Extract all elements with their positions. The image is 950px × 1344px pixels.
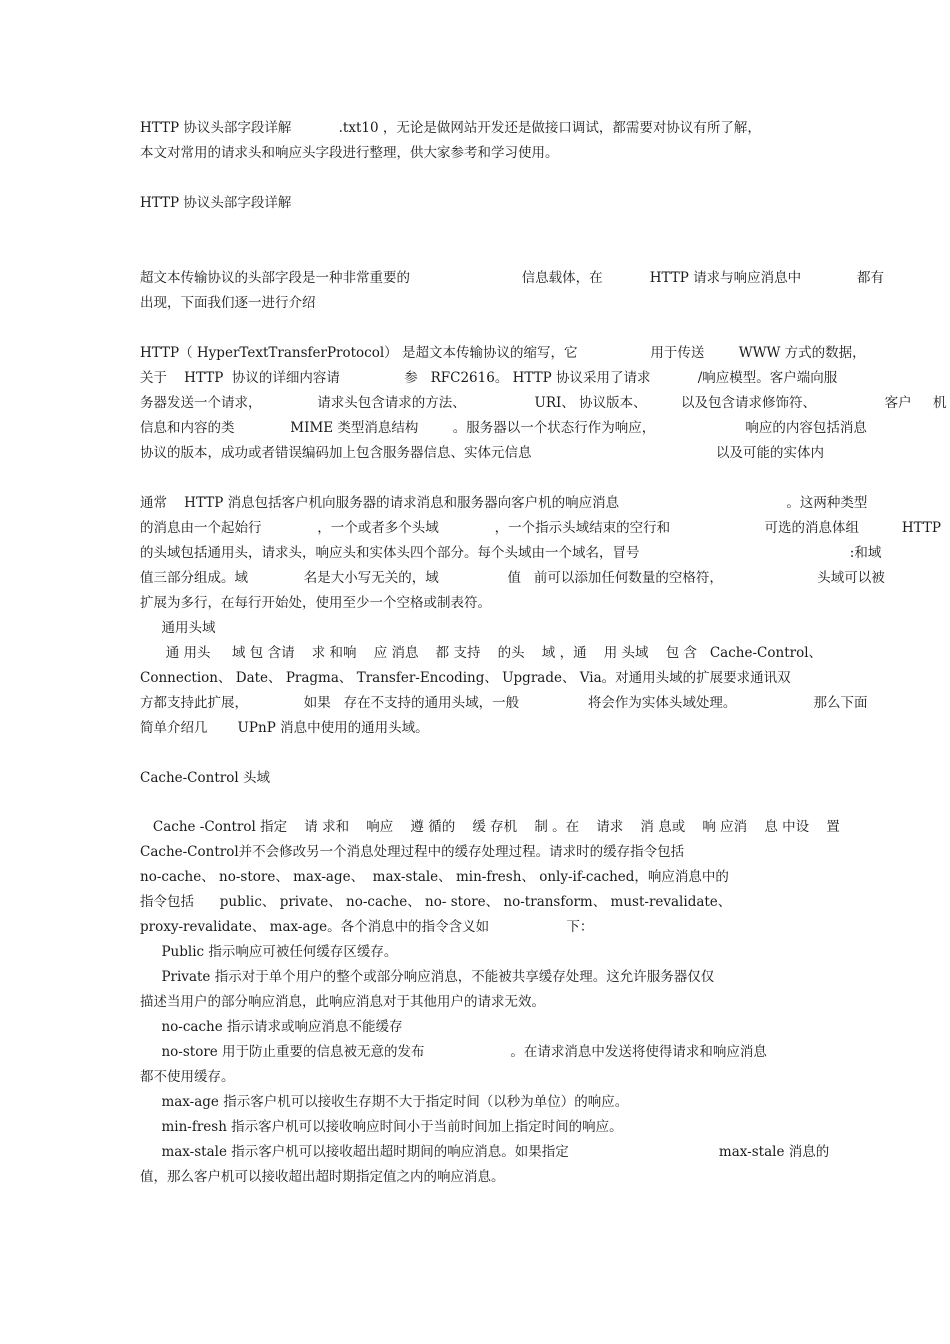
text-line: proxy-revalidate、 max-age。各个消息中的指令含义如 下： — [140, 919, 594, 935]
text-line: 指令包括 public、 private、 no-cache、 no- store、 no-transform、 must-revalidate、 — [140, 894, 732, 910]
text-line: 协议的版本，成功或者错误编码加上包含服务器信息、实体元信息 以及可能的实体内 — [140, 445, 825, 461]
text-line: 值，那么客户机可以接收超出超时期指定值之内的响应消息。 — [140, 1169, 505, 1185]
section-heading: Cache-Control 头域 — [140, 770, 270, 786]
text-line: no-cache、 no-store、 max-age、 max-stale、 min-fresh、 only-if-cached，响应消息中的 — [140, 869, 729, 885]
text-line: 通常 HTTP 消息包括客户机向服务器的请求消息和服务器向客户机的响应消息 。这两种类型 — [140, 495, 868, 511]
text-line: 的头域包括通用头，请求头，响应头和实体头四个部分。每个头域由一个域名，冒号 :和域 — [140, 545, 882, 561]
text-line: Cache-Control并不会修改另一个消息处理过程中的缓存处理过程。请求时的缓存指令包括 — [140, 844, 685, 860]
text-line: HTTP 协议头部字段详解 .txt10 ，无论是做网站开发还是做接口调试，都需要对协议有所了解， — [140, 120, 761, 136]
text-line: max-stale 指示客户机可以接收超出超时期间的响应消息。如果指定 max-stale 消息的 — [140, 1144, 830, 1160]
text-line: 关于 HTTP 协议的详细内容请 参 RFC2616。 HTTP 协议采用了请求 /响应模型。客户端向服 — [140, 370, 838, 386]
text-line: 扩展为多行，在每行开始处，使用至少一个空格或制表符。 — [140, 595, 491, 611]
text-line: 本文对常用的请求头和响应头字段进行整理，供大家参考和学习使用。 — [140, 145, 559, 161]
text-line: Private 指示对于单个用户的整个或部分响应消息，不能被共享缓存处理。这允许服务器仅仅 — [140, 969, 715, 985]
text-line: 描述当用户的部分响应消息，此响应消息对于其他用户的请求无效。 — [140, 994, 545, 1010]
text-line: 信息和内容的类 MIME 类型消息结构 。服务器以一个状态行作为响应， 响应的内容包括消息 — [140, 420, 867, 436]
text-line: 都不使用缓存。 — [140, 1069, 235, 1085]
subheading: 通用头域 — [140, 620, 216, 636]
text-line: 务器发送一个请求， 请求头包含请求的方法、 URI、 协议版本、 以及包含请求修饰符、 客户 机 — [140, 395, 947, 411]
text-line: 出现，下面我们逐一进行介绍 — [140, 295, 316, 311]
text-line: 简单介绍几 UPnP 消息中使用的通用头域。 — [140, 720, 429, 736]
text-line: 方都支持此扩展， 如果 存在不支持的通用头域，一般 将会作为实体头域处理。 那么下面 — [140, 695, 868, 711]
text-line: 的消息由一个起始行 ，一个或者多个头域 ，一个指示头域结束的空行和 可选的消息体组 HTTP — [140, 520, 942, 536]
text-line: Cache -Control 指定 请 求和 响应 遵 循的 缓 存机 制 。在 请求 消 息或 响 应消 息 中设 置 — [140, 819, 840, 835]
text-line: no-store 用于防止重要的信息被无意的发布 。在请求消息中发送将使得请求和响应消息 — [140, 1044, 767, 1060]
text-line: 通 用头 域 包 含请 求 和响 应 消息 都 支持 的头 域 ，通 用 头域 包 含 Cache-Control、 — [140, 645, 823, 661]
section-heading: HTTP 协议头部字段详解 — [140, 195, 292, 211]
text-line: 超文本传输协议的头部字段是一种非常重要的 信息载体，在 HTTP 请求与响应消息中 都有 — [140, 270, 884, 286]
text-line: Public 指示响应可被任何缓存区缓存。 — [140, 944, 398, 960]
text-line: HTTP（ HyperTextTransferProtocol） 是超文本传输协议的缩写，它 用于传送 WWW 方式的数据， — [140, 345, 866, 361]
text-line: Connection、 Date、 Pragma、 Transfer-Encoding、 Upgrade、 Via。对通用头域的扩展要求通讯双 — [140, 670, 791, 686]
text-line: min-fresh 指示客户机可以接收响应时间小于当前时间加上指定时间的响应。 — [140, 1119, 623, 1135]
text-line: 值三部分组成。域 名是大小写无关的，域 值 前可以添加任何数量的空格符， 头域可以被 — [140, 570, 885, 586]
text-line: max-age 指示客户机可以接收生存期不大于指定时间（以秒为单位）的响应。 — [140, 1094, 629, 1110]
text-line: no-cache 指示请求或响应消息不能缓存 — [140, 1019, 403, 1035]
